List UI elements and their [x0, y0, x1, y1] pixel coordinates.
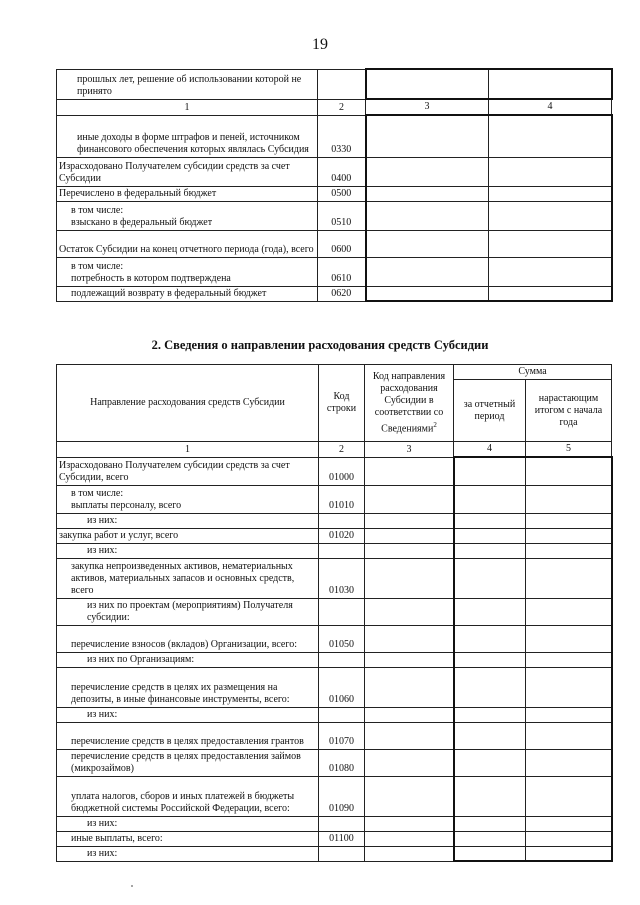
row-code: 01070 [319, 722, 365, 749]
value-cell[interactable] [366, 201, 489, 230]
row-label: перечисление средств в целях их размещения на депозиты, в иные финансовые инструменты, всего: [57, 667, 319, 707]
value-cell[interactable] [366, 286, 489, 301]
value-cell[interactable] [489, 157, 612, 186]
value-cell[interactable] [526, 528, 612, 543]
value-cell[interactable] [526, 457, 612, 485]
row-label: прошлых лет, решение об использовании которой не принято [57, 69, 318, 99]
page-number: 19 [312, 36, 328, 53]
row-code: 01080 [319, 749, 365, 776]
value-cell[interactable] [454, 598, 526, 625]
value-cell[interactable] [526, 667, 612, 707]
value-cell[interactable] [526, 625, 612, 652]
value-cell[interactable] [366, 257, 489, 286]
section-title: 2. Сведения о направлении расходования средств Субсидии [151, 338, 489, 352]
value-cell[interactable] [526, 598, 612, 625]
value-cell[interactable] [454, 625, 526, 652]
value-cell[interactable] [454, 707, 526, 722]
row-label: перечисление взносов (вкладов) Организации, всего: [57, 625, 319, 652]
value-cell[interactable] [454, 776, 526, 816]
column-number-row: 1 2 3 4 [57, 99, 612, 115]
row-label: закупка работ и услуг, всего [57, 528, 319, 543]
value-cell[interactable] [366, 230, 489, 257]
table-row [57, 201, 612, 230]
row-label: из них по Организациям: [57, 652, 319, 667]
row-code: 01090 [319, 776, 365, 816]
table-row [57, 776, 612, 816]
header-row [57, 365, 612, 380]
value-cell[interactable] [454, 457, 526, 485]
row-label: иные доходы в форме штрафов и пеней, источником финансового обеспечения которых являлась Субсидия [57, 115, 318, 157]
value-cell[interactable] [454, 513, 526, 528]
row-code: 01050 [319, 625, 365, 652]
value-cell[interactable] [366, 157, 489, 186]
row-label: перечисление средств в целях предоставления грантов [57, 722, 319, 749]
table-row [57, 816, 612, 831]
value-cell[interactable] [454, 667, 526, 707]
table-row [57, 598, 612, 625]
value-cell[interactable] [454, 652, 526, 667]
row-label: в том числе: выплаты персоналу, всего [57, 485, 319, 513]
table-row [57, 157, 612, 186]
column-header-period: за отчетный период [454, 380, 526, 442]
value-cell[interactable] [526, 831, 612, 846]
table-row [57, 513, 612, 528]
table-row [57, 625, 612, 652]
row-code: 01020 [319, 528, 365, 543]
value-cell[interactable] [489, 257, 612, 286]
table-row [57, 846, 612, 861]
row-label: в том числе: взыскано в федеральный бюджет [57, 201, 318, 230]
value-cell[interactable] [489, 115, 612, 157]
value-cell[interactable] [526, 558, 612, 598]
value-cell[interactable] [454, 831, 526, 846]
row-label: уплата налогов, сборов и иных платежей в бюджеты бюджетной системы Российской Федерации, всего: [57, 776, 319, 816]
value-cell[interactable] [454, 816, 526, 831]
column-header-direction: Направление расходования средств Субсидии [57, 365, 319, 442]
row-label: в том числе: потребность в котором подтверждена [57, 257, 318, 286]
row-label: из них по проектам (мероприятиям) Получателя субсидии: [57, 598, 319, 625]
value-cell[interactable] [489, 201, 612, 230]
row-label: из них: [57, 543, 319, 558]
value-cell[interactable] [526, 816, 612, 831]
column-header-subsidy-code: Код направления расходования Субсидии в соответствии со Сведениями$^2$ [365, 365, 454, 442]
row-label: Остаток Субсидии на конец отчетного периода (года), всего [57, 230, 318, 257]
value-cell[interactable] [526, 707, 612, 722]
table-row [57, 558, 612, 598]
row-code: 0610 [318, 257, 366, 286]
value-cell[interactable] [526, 513, 612, 528]
value-cell[interactable] [526, 776, 612, 816]
value-cell[interactable] [366, 186, 489, 201]
table-row [57, 652, 612, 667]
table-row [57, 749, 612, 776]
value-cell[interactable] [526, 485, 612, 513]
scan-speck [131, 885, 133, 887]
value-cell[interactable] [489, 186, 612, 201]
row-label: из них: [57, 846, 319, 861]
table-row [57, 543, 612, 558]
row-code: 0400 [318, 157, 366, 186]
value-cell[interactable] [454, 846, 526, 861]
value-cell[interactable] [526, 722, 612, 749]
row-code: 0330 [318, 115, 366, 157]
row-label: из них: [57, 816, 319, 831]
row-label: перечисление средств в целях предоставления займов (микрозаймов) [57, 749, 319, 776]
table-row [57, 186, 612, 201]
row-code: 0600 [318, 230, 366, 257]
table-row [57, 722, 612, 749]
row-label: из них: [57, 513, 319, 528]
value-cell[interactable] [526, 749, 612, 776]
row-label: подлежащий возврату в федеральный бюджет [57, 286, 318, 301]
row-label: Перечислено в федеральный бюджет [57, 186, 318, 201]
row-code: 01010 [319, 485, 365, 513]
row-label: Израсходовано Получателем субсидии средств за счет Субсидии [57, 157, 318, 186]
table-row [57, 831, 612, 846]
row-code: 0620 [318, 286, 366, 301]
table-row [57, 457, 612, 485]
value-cell[interactable] [454, 722, 526, 749]
row-code: 01000 [319, 457, 365, 485]
row-code: 01100 [319, 831, 365, 846]
table-row [57, 528, 612, 543]
value-cell[interactable] [526, 652, 612, 667]
table-row [57, 707, 612, 722]
table-subsidy-expenditure [56, 364, 613, 862]
value-cell[interactable] [454, 485, 526, 513]
row-code: 01060 [319, 667, 365, 707]
column-header-cumulative: нарастающим итогом с начала года [526, 380, 612, 442]
value-cell[interactable] [489, 230, 612, 257]
table-row [57, 286, 612, 301]
column-header-code: Код строки [319, 365, 365, 442]
value-cell[interactable] [489, 286, 612, 301]
table-row [57, 230, 612, 257]
value-cell[interactable] [454, 543, 526, 558]
table-row [57, 115, 612, 157]
row-label: иные выплаты, всего: [57, 831, 319, 846]
table-row [57, 257, 612, 286]
row-label: закупка непроизведенных активов, нематериальных активов, материальных запасов и основных средств, всего [57, 558, 319, 598]
value-cell[interactable] [366, 115, 489, 157]
row-label: Израсходовано Получателем субсидии средств за счет Субсидии, всего [57, 457, 319, 485]
row-label: из них: [57, 707, 319, 722]
column-header-sum: Сумма [454, 365, 612, 380]
row-code: 01030 [319, 558, 365, 598]
table-row [57, 485, 612, 513]
row-code: 0500 [318, 186, 366, 201]
column-number-row: 1 2 3 4 5 [57, 442, 612, 458]
table-subsidy-balance [56, 68, 613, 302]
value-cell[interactable] [454, 558, 526, 598]
table-row [57, 69, 612, 99]
value-cell[interactable] [454, 528, 526, 543]
value-cell[interactable] [526, 846, 612, 861]
value-cell[interactable] [526, 543, 612, 558]
table-row [57, 667, 612, 707]
row-code: 0510 [318, 201, 366, 230]
value-cell[interactable] [454, 749, 526, 776]
